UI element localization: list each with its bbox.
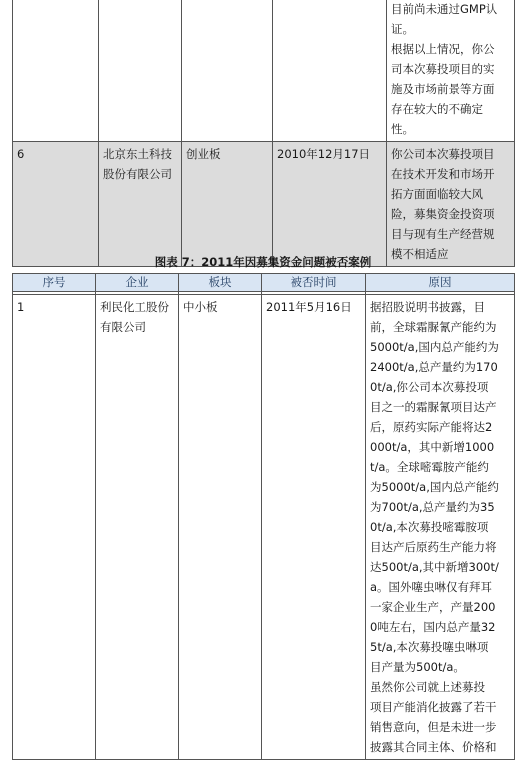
reason-line: 0t/a,本次募投嘧霉胺项 xyxy=(370,520,489,534)
reason-cell xyxy=(366,295,515,760)
reason-line: 2400t/a,总产量约为170 xyxy=(370,360,498,374)
header-reason: 原因 xyxy=(366,274,515,292)
reason-line: 000t/a，其中新增1000 xyxy=(370,440,495,454)
reason-line: t/a。全球嘧霉胺产能约 xyxy=(370,460,489,474)
header-board: 板块 xyxy=(179,274,262,292)
company-cell: 北京东土科技 股份有限公司 xyxy=(99,142,182,267)
header-date: 被否时间 xyxy=(262,274,366,292)
reason-line: 为700t/a,总产量约为35 xyxy=(370,500,495,514)
date-cell: 2010年12月17日 xyxy=(273,142,387,267)
previous-cases-table xyxy=(12,0,515,267)
reason-line: 项目产能消化披露了若干 xyxy=(370,700,497,714)
reason-line: 目产量为500t/a。 xyxy=(370,660,465,674)
rejected-cases-2011-table xyxy=(12,273,515,760)
board-cell: 中小板 xyxy=(179,295,262,760)
header-number: 序号 xyxy=(13,274,96,292)
reason-cell xyxy=(387,0,515,142)
header-company: 企业 xyxy=(96,274,179,292)
reason-line: 目之一的霜脲氰项目达产 xyxy=(370,400,497,414)
reason-line: 据招股说明书披露，目 xyxy=(370,300,485,314)
figure-caption: 图表 7：2011年因募集资金问题被否案例 xyxy=(154,255,372,269)
reason-line: 目达产后原药生产能力将 xyxy=(370,540,497,554)
board-cell: 创业板 xyxy=(182,142,273,267)
reason-line: 司本次募投项目的实 xyxy=(391,62,495,76)
reason-line: 达500t/a,其中新增300t/ xyxy=(370,560,499,574)
reason-line: 0t/a,你公司本次募投项 xyxy=(370,380,489,394)
reason-line: 模不相适应 xyxy=(391,247,449,261)
reason-line: 5t/a,本次募投噻虫啉项 xyxy=(370,640,489,654)
reason-line: 险，募集资金投资项 xyxy=(391,207,495,221)
reason-line: 后，原药实际产能将达2 xyxy=(370,420,493,434)
reason-line: 目前尚未通过GMP认 xyxy=(391,2,498,16)
reason-line: 你公司本次募投项目 xyxy=(391,147,495,161)
reason-line: 证。 xyxy=(391,22,414,36)
table-header-row xyxy=(13,274,515,292)
reason-line: 目与现有生产经营规 xyxy=(391,227,495,241)
reason-line: 一家企业生产，产量200 xyxy=(370,600,496,614)
reason-line: 拓方面面临较大风 xyxy=(391,187,483,201)
row-number: 1 xyxy=(13,295,96,760)
reason-line: 销售意向，但是未进一步 xyxy=(370,720,497,734)
date-cell: 2011年5月16日 xyxy=(262,295,366,760)
reason-line: a。国外噻虫啉仅有拜耳 xyxy=(370,580,493,594)
table-row xyxy=(13,142,515,267)
company-cell: 利民化工股份 有限公司 xyxy=(96,295,179,760)
reason-line: 在技术开发和市场开 xyxy=(391,167,495,181)
reason-line: 根据以上情况，你公 xyxy=(391,42,495,56)
reason-line: 虽然你公司就上述募投 xyxy=(370,680,485,694)
reason-line: 存在较大的不确定 xyxy=(391,102,483,116)
row-number: 6 xyxy=(13,142,99,267)
reason-line: 0吨左右，国内总产量32 xyxy=(370,620,496,634)
reason-line: 前，全球霜脲氰产能约为 xyxy=(370,320,497,334)
reason-line: 5000t/a,国内总产能约为 xyxy=(370,340,499,354)
table-row xyxy=(13,295,515,760)
reason-line: 披露其合同主体、价格和 xyxy=(370,740,497,754)
reason-line: 性。 xyxy=(391,122,414,136)
reason-cell xyxy=(387,142,515,267)
table-row xyxy=(13,0,515,142)
reason-line: 施及市场前景等方面 xyxy=(391,82,495,96)
reason-line: 为5000t/a,国内总产能约 xyxy=(370,480,499,494)
